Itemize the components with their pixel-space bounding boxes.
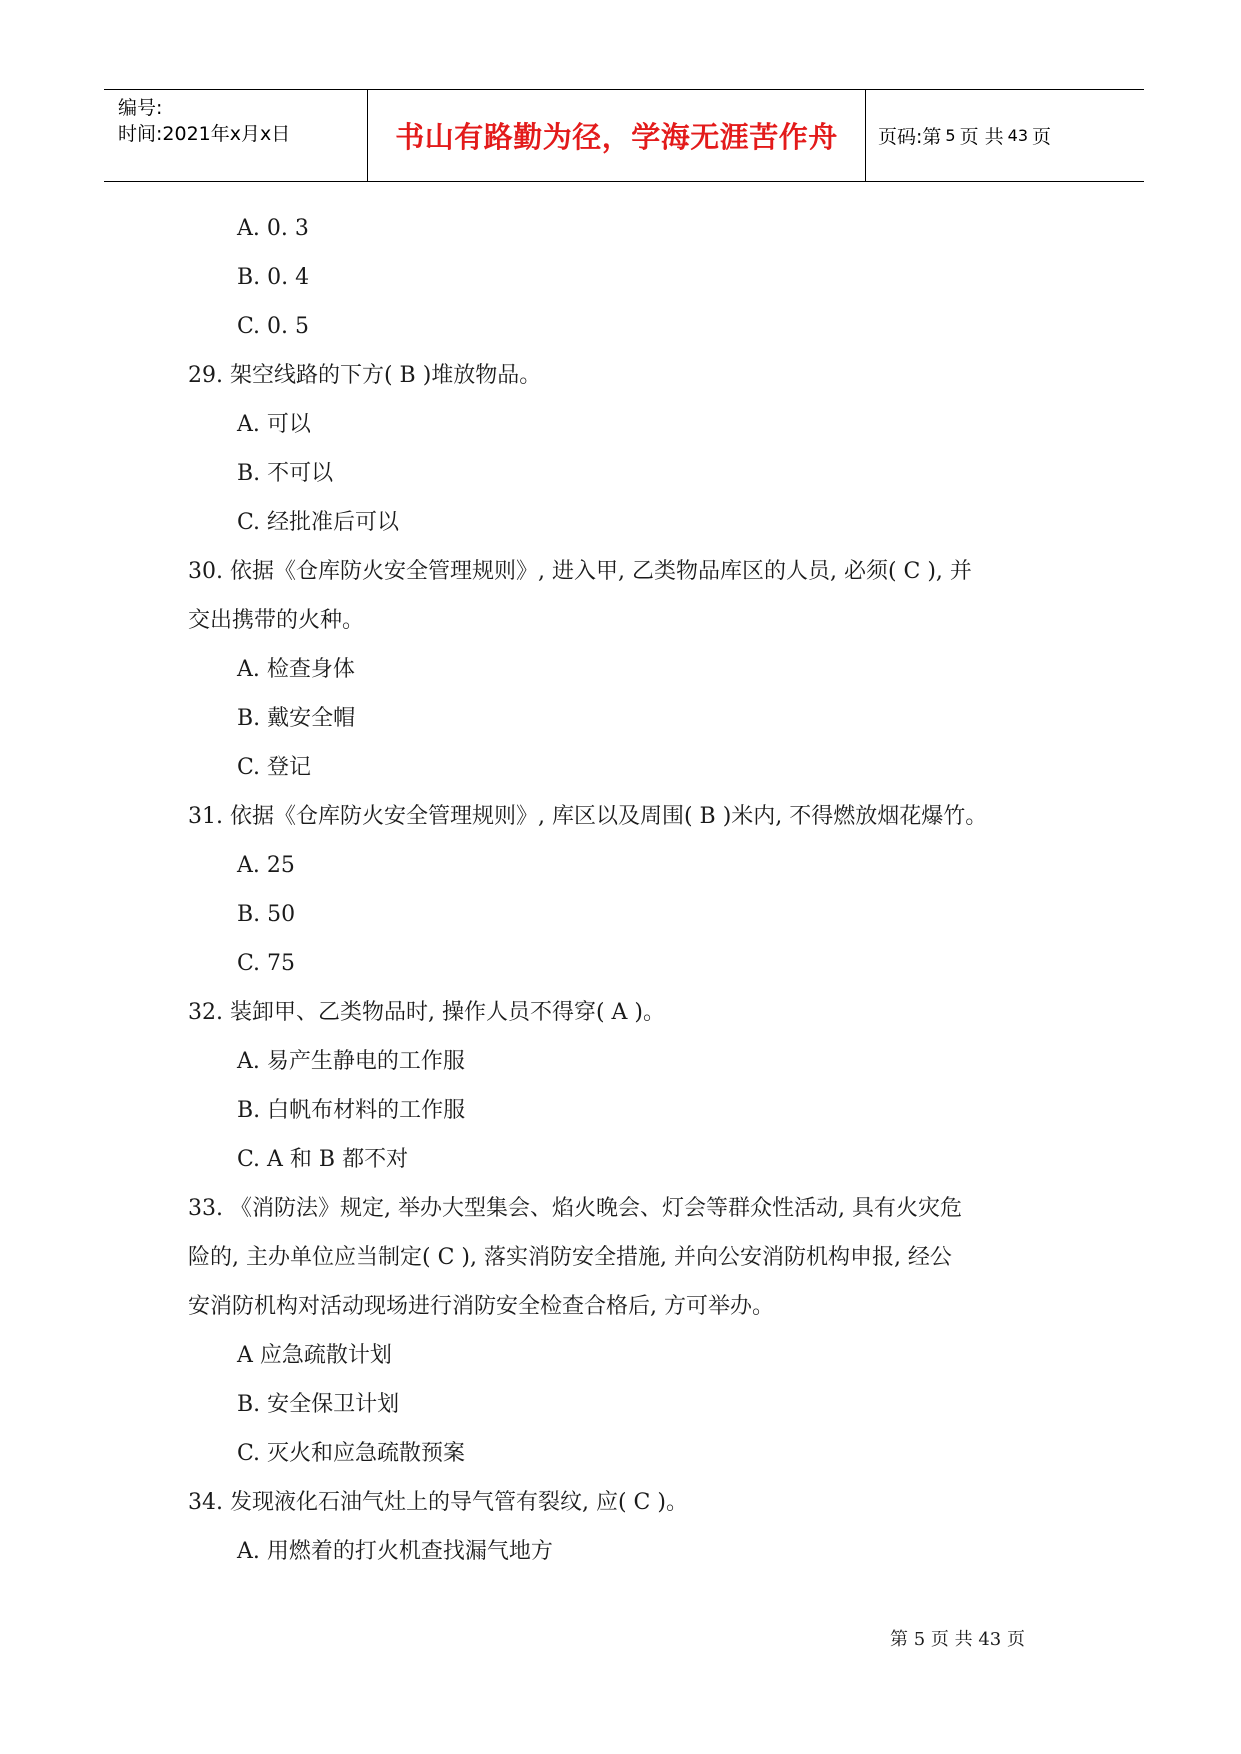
- option-line: B. 安全保卫计划: [237, 1392, 400, 1417]
- option-line: C. A 和 B 都不对: [237, 1147, 409, 1172]
- page-footer: 第 5 页 共 43 页: [890, 1629, 1025, 1650]
- option-line: A. 25: [237, 853, 295, 878]
- page-label-mid: 页 共: [959, 126, 1004, 148]
- document-number-label: 编号:: [118, 97, 163, 119]
- header-motto: 书山有路勤为径，学海无涯苦作舟: [368, 90, 866, 181]
- option-line: A. 0. 3: [237, 216, 309, 241]
- document-time-label: 时间:2021年x月x日: [118, 123, 291, 145]
- option-line: A. 用燃着的打火机查找漏气地方: [237, 1539, 553, 1564]
- question-line: 30. 依据《仓库防火安全管理规则》, 进入甲, 乙类物品库区的人员, 必须( C ), 并: [188, 559, 972, 584]
- page-label-suffix: 页: [1032, 126, 1052, 148]
- option-line: C. 经批准后可以: [237, 510, 400, 535]
- option-line: B. 白帆布材料的工作服: [237, 1098, 466, 1123]
- option-line: A. 检查身体: [237, 657, 355, 682]
- page-total: 43: [1007, 126, 1028, 145]
- option-line: C. 0. 5: [237, 314, 310, 339]
- question-line: 31. 依据《仓库防火安全管理规则》, 库区以及周围( B )米内, 不得燃放烟花爆竹。: [188, 804, 988, 829]
- question-line: 32. 装卸甲、乙类物品时, 操作人员不得穿( A )。: [188, 1000, 666, 1025]
- header-page-info: [866, 90, 1144, 181]
- header-meta: [104, 90, 368, 181]
- option-line: B. 50: [237, 902, 296, 927]
- page-current: 5: [945, 126, 956, 145]
- option-line: B. 戴安全帽: [237, 706, 356, 731]
- question-line: 33. 《消防法》规定, 举办大型集会、焰火晚会、灯会等群众性活动, 具有火灾危: [188, 1196, 962, 1221]
- option-line: C. 灭火和应急疏散预案: [237, 1441, 466, 1466]
- question-line: 34. 发现液化石油气灶上的导气管有裂纹, 应( C )。: [188, 1490, 688, 1515]
- option-line: B. 0. 4: [237, 265, 310, 290]
- question-line: 险的, 主办单位应当制定( C ), 落实消防安全措施, 并向公安消防机构申报, 经公: [188, 1245, 952, 1270]
- option-line: A 应急疏散计划: [237, 1343, 392, 1368]
- question-line: 29. 架空线路的下方( B )堆放物品。: [188, 363, 542, 388]
- page-header: [104, 89, 1144, 182]
- page-label-prefix: 页码:第: [878, 126, 942, 148]
- option-line: B. 不可以: [237, 461, 334, 486]
- question-line: 安消防机构对活动现场进行消防安全检查合格后, 方可举办。: [188, 1294, 774, 1319]
- option-line: C. 75: [237, 951, 296, 976]
- question-line: 交出携带的火种。: [188, 608, 365, 633]
- option-line: A. 可以: [237, 412, 311, 437]
- option-line: A. 易产生静电的工作服: [237, 1049, 465, 1074]
- option-line: C. 登记: [237, 755, 312, 780]
